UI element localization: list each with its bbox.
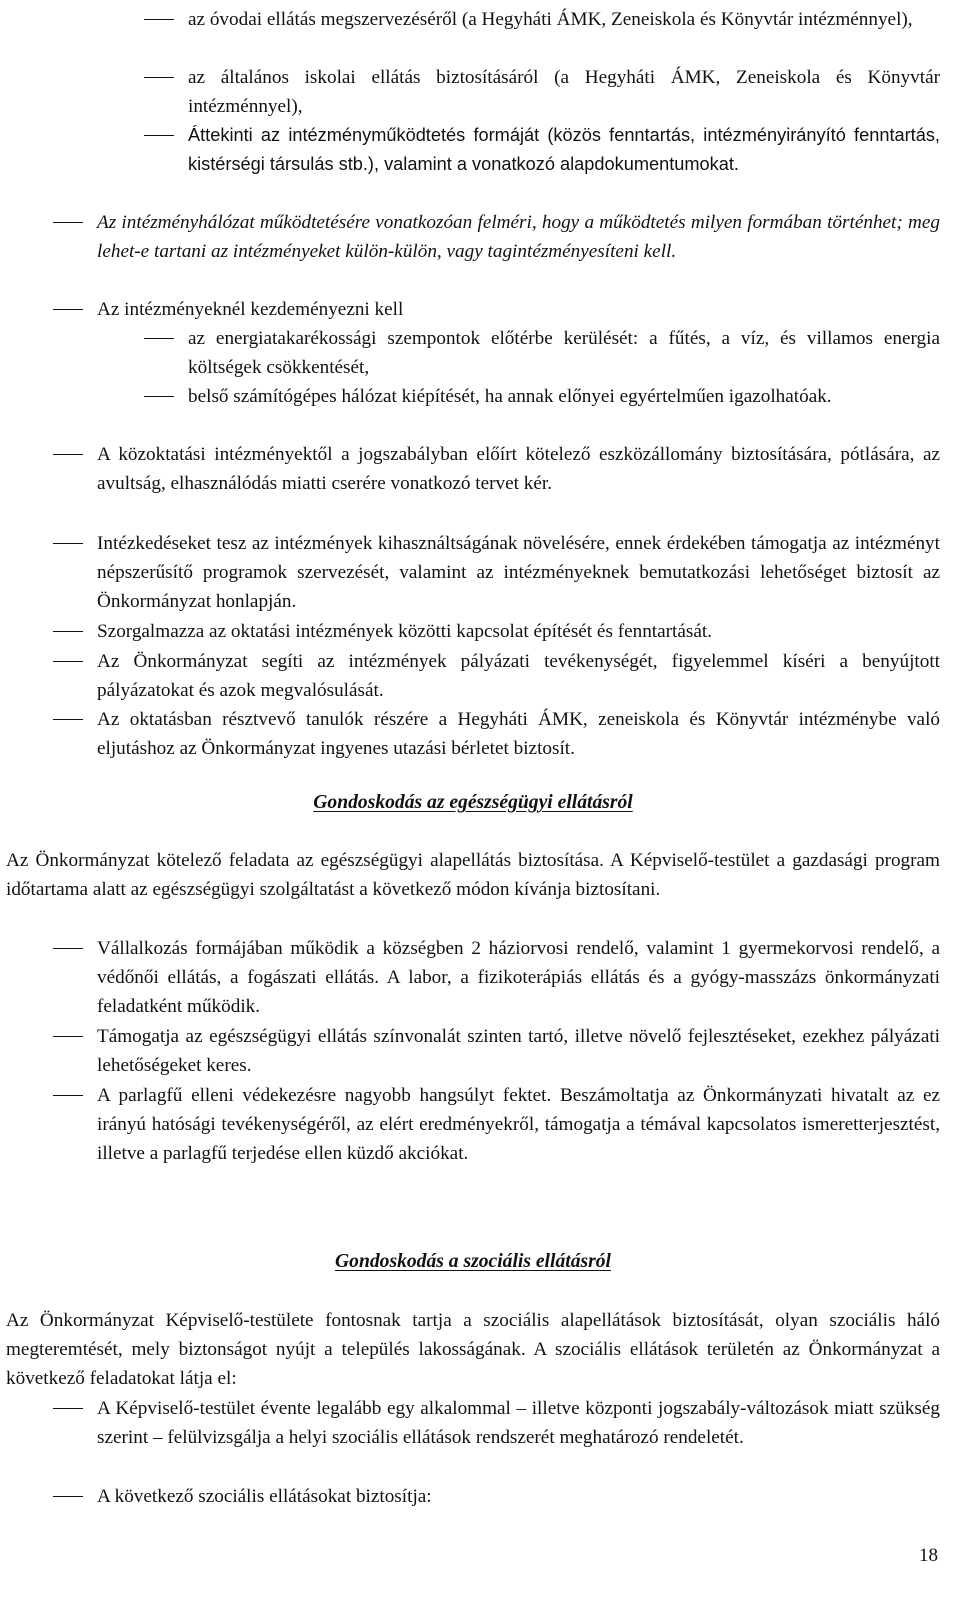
sub-list-item: az energiatakarékossági szempontok előtérbe kerülését: a fűtés, a víz, és villamos energia költségek csökkentését, (188, 328, 940, 378)
list-item: Szorgalmazza az oktatási intézmények közötti kapcsolat építését és fenntartását. (97, 621, 712, 642)
list-item: Az intézményhálózat működtetésére vonatkozóan felméri, hogy a működtetés milyen formában történhet; meg lehet-e tartani az intézményeket külön-külön, vagy tagintézményesíteni kell. (97, 212, 940, 262)
list-item: A parlagfű elleni védekezésre nagyobb hangsúlyt fektet. Beszámoltatja az Önkormányzati hivatalt az ez irányú hatósági tevékenységéről, az elért eredményekről, támogatja a témával kapcsolatos ismeretterjesztést, illetve a parlagfű terjedése ellen küzdő akciókat. (97, 1085, 940, 1164)
list-item: Áttekinti az intézményműködtetés formáját (közös fenntartás, intézményirányító fenntartás, kistérségi társulás stb.), valamint a vonatkozó alapdokumentumokat. (188, 125, 940, 174)
list-item: Az oktatásban résztvevő tanulók részére a Hegyháti ÁMK, zeneiskola és Könyvtár intézménybe való eljutáshoz az Önkormányzat ingyenes utazási bérletet biztosít. (97, 709, 940, 759)
page-number: 18 (919, 1545, 938, 1566)
list-item: A következő szociális ellátásokat biztosítja: (97, 1486, 432, 1507)
section-heading: Gondoskodás a szociális ellátásról (335, 1251, 611, 1272)
list-item: az általános iskolai ellátás biztosításáról (a Hegyháti ÁMK, Zeneiskola és Könyvtár intézménnyel), (188, 67, 940, 117)
list-item: Vállalkozás formájában működik a községben 2 háziorvosi rendelő, valamint 1 gyermekorvosi rendelő, a védőnői ellátás, a fogászati ellátás. A labor, a fizikoterápiás ellátás és a gyógy-masszázs önkormányzati feladatként működik. (97, 938, 940, 1017)
list-item: az óvodai ellátás megszervezéséről (a Hegyháti ÁMK, Zeneiskola és Könyvtár intézménnyel), (188, 9, 913, 30)
section-intro: Az Önkormányzat kötelező feladata az egészségügyi alapellátás biztosítása. A Képviselő-testület a gazdasági program időtartama alatt az egészségügyi szolgáltatást a következő módon kívánja biztosítani. (6, 850, 940, 900)
list-item: Intézkedéseket tesz az intézmények kihasználtságának növelésére, ennek érdekében támogatja az intézményt népszerűsítő programok szervezését, valamint az intézményeknek bemutatkozási lehetőséget biztosít az Önkormányzat honlapján. (97, 533, 940, 612)
section-intro: Az Önkormányzat Képviselő-testülete fontosnak tartja a szociális alapellátások biztosítását, olyan szociális háló megteremtését, mely biztonságot nyújt a település lakosságának. A szociális ellátások területén az Önkormányzat a következő feladatokat látja el: (6, 1310, 940, 1389)
list-item: A Képviselő-testület évente legalább egy alkalommal – illetve központi jogszabály-változások miatt szükség szerint – felülvizsgálja a helyi szociális ellátások rendszerét meghatározó rendeletét. (97, 1398, 940, 1448)
sub-list-item: belső számítógépes hálózat kiépítését, ha annak előnyei egyértelműen igazolhatóak. (188, 386, 832, 407)
list-item: Az intézményeknél kezdeményezni kell (97, 299, 404, 320)
list-item: A közoktatási intézményektől a jogszabályban előírt kötelező eszközállomány biztosítására, pótlására, az avultság, elhasználódás miatti cserére vonatkozó tervet kér. (97, 444, 940, 494)
list-item: Az Önkormányzat segíti az intézmények pályázati tevékenységét, figyelemmel kíséri a benyújtott pályázatokat és azok megvalósulását. (97, 651, 940, 701)
list-item: Támogatja az egészségügyi ellátás színvonalát szinten tartó, illetve növelő fejlesztéseket, ezekhez pályázati lehetőségeket keres. (97, 1026, 940, 1076)
section-heading: Gondoskodás az egészségügyi ellátásról (313, 792, 633, 813)
